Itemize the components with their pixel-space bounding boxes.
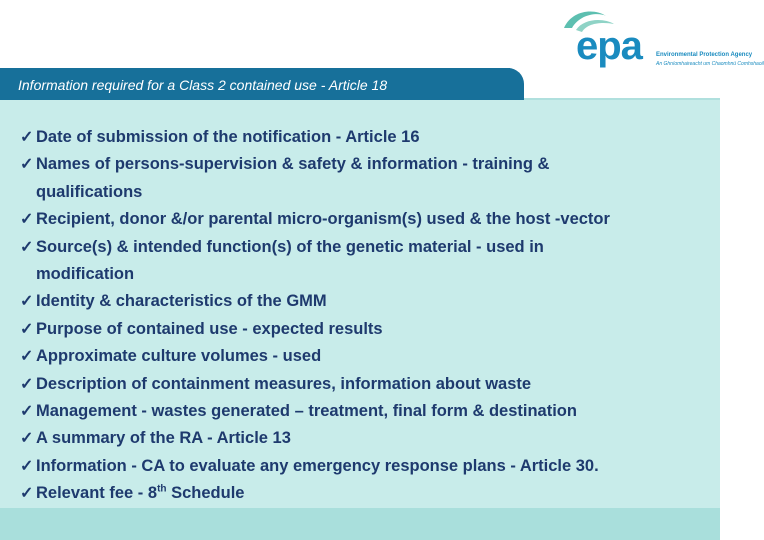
item-text: Source(s) & intended function(s) of the genetic material - used in [36, 237, 544, 256]
list-item [20, 480, 710, 507]
list-item [20, 425, 710, 452]
list-item [20, 453, 710, 480]
list-item [20, 371, 710, 398]
check-icon: ✓ [20, 457, 34, 475]
item-text-continued: modification [36, 265, 135, 284]
check-icon: ✓ [20, 485, 34, 503]
epa-logo [548, 6, 764, 82]
item-text-continued: qualifications [36, 182, 143, 201]
requirements-list [20, 124, 710, 508]
item-text: Recipient, donor &/or parental micro-organism(s) used & the host -vector [36, 210, 610, 229]
list-item [20, 206, 710, 233]
item-text-suffix: Schedule [166, 484, 245, 503]
title-tab-curve [496, 68, 524, 100]
check-icon: ✓ [20, 129, 34, 146]
item-text: Purpose of contained use - expected results [36, 319, 383, 338]
check-icon: ✓ [20, 238, 34, 256]
item-text: Names of persons-supervision & safety & information - training & [36, 155, 550, 174]
list-item [20, 343, 710, 370]
item-text: Approximate culture volumes - used [36, 347, 322, 366]
item-text: A summary of the RA - Article 13 [36, 429, 291, 448]
list-item [20, 288, 710, 315]
check-icon: ✓ [20, 348, 34, 366]
item-text: Management - wastes generated – treatment, final form & destination [36, 402, 577, 421]
item-text: Date of submission of the notification - Article 16 [36, 128, 420, 146]
check-icon: ✓ [20, 430, 34, 448]
check-icon: ✓ [20, 156, 34, 174]
check-icon: ✓ [20, 375, 34, 393]
check-icon: ✓ [20, 320, 34, 338]
check-icon: ✓ [20, 293, 34, 311]
bottom-band [0, 508, 720, 540]
list-item [20, 316, 710, 343]
logo-irish-name: An Ghníomhaireacht um Chaomhnú Comhshaoil [656, 61, 764, 67]
list-item [20, 151, 710, 206]
list-item [20, 124, 710, 151]
superscript-text: th [157, 483, 167, 495]
slide-title: Information required for a Class 2 contained use - Article 18 [18, 77, 388, 93]
logo-agency-name: Environmental Protection Agency [656, 52, 753, 58]
list-item [20, 234, 710, 289]
item-text: Identity & characteristics of the GMM [36, 292, 327, 311]
item-text: Information - CA to evaluate any emergency response plans - Article 30. [36, 456, 599, 475]
logo-wordmark: epa [576, 24, 642, 68]
item-text: Description of containment measures, information about waste [36, 374, 532, 393]
list-item [20, 398, 710, 425]
check-icon: ✓ [20, 211, 34, 229]
check-icon: ✓ [20, 403, 34, 421]
item-text: Relevant fee - 8 [36, 484, 158, 503]
